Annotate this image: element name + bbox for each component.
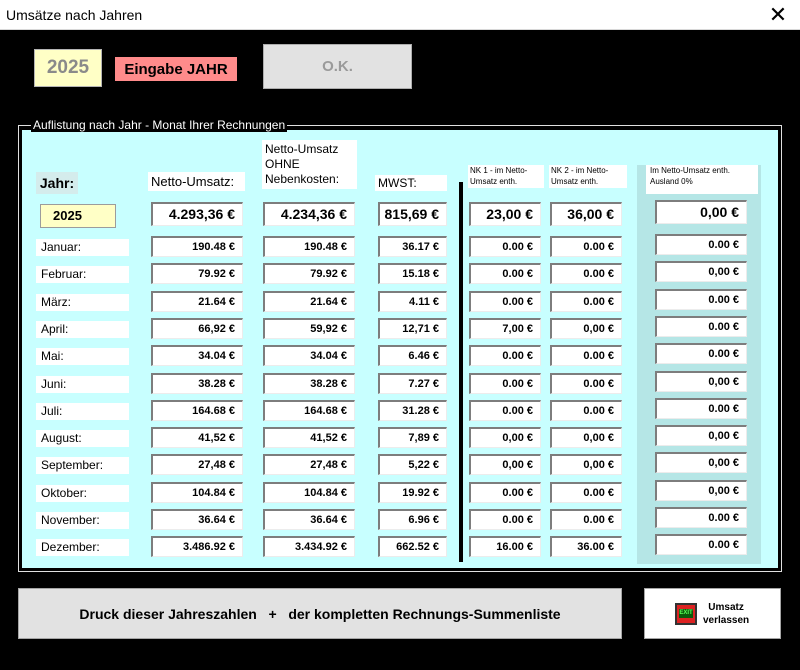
ok-button[interactable]: O.K. [263,44,412,89]
month-ausland-cell[interactable]: 0.00 € [655,534,747,555]
month-mwst-cell[interactable]: 662.52 € [378,536,447,557]
month-ausland-cell[interactable]: 0,00 € [655,371,747,392]
month-netto-cell[interactable]: 79.92 € [151,263,243,284]
month-mwst-cell[interactable]: 36.17 € [378,236,447,257]
total-nk2[interactable]: 36,00 € [550,202,622,226]
month-nk1-cell[interactable]: 0.00 € [469,400,541,421]
month-netto-ohne-nk-cell[interactable]: 104.84 € [263,482,355,503]
month-nk2-cell[interactable]: 0.00 € [550,236,622,257]
month-nk2-cell[interactable]: 0,00 € [550,318,622,339]
month-mwst-cell[interactable]: 4.11 € [378,291,447,312]
month-nk2-cell[interactable]: 36.00 € [550,536,622,557]
month-label: März: [36,294,129,311]
header-jahr: Jahr: [36,172,78,194]
title-bar [0,0,800,30]
month-ausland-cell[interactable]: 0.00 € [655,316,747,337]
column-divider [459,182,463,562]
month-netto-ohne-nk-cell[interactable]: 59,92 € [263,318,355,339]
month-mwst-cell[interactable]: 19.92 € [378,482,447,503]
total-netto-ohne-nk[interactable]: 4.234,36 € [263,202,355,226]
month-nk2-cell[interactable]: 0.00 € [550,509,622,530]
month-nk1-cell[interactable]: 7,00 € [469,318,541,339]
month-mwst-cell[interactable]: 5,22 € [378,454,447,475]
month-netto-cell[interactable]: 164.68 € [151,400,243,421]
close-icon[interactable]: ✕ [768,2,788,27]
header-nk1: NK 1 - im Netto-Umsatz enth. [468,165,544,188]
month-label: Juli: [36,403,129,420]
month-label: Januar: [36,239,129,256]
month-ausland-cell[interactable]: 0.00 € [655,234,747,255]
month-label: November: [36,512,129,529]
month-ausland-cell[interactable]: 0.00 € [655,507,747,528]
print-button[interactable]: Druck dieser Jahreszahlen + der kompletten Rechnungs-Summenliste [18,588,622,639]
month-nk2-cell[interactable]: 0.00 € [550,400,622,421]
month-nk2-cell[interactable]: 0.00 € [550,345,622,366]
header-mwst: MWST: [375,175,447,191]
month-netto-cell[interactable]: 27,48 € [151,454,243,475]
exit-icon: EXIT [675,603,697,625]
month-netto-ohne-nk-cell[interactable]: 41,52 € [263,427,355,448]
month-mwst-cell[interactable]: 31.28 € [378,400,447,421]
ausland-column-bg [637,165,761,564]
month-netto-cell[interactable]: 66,92 € [151,318,243,339]
month-netto-cell[interactable]: 41,52 € [151,427,243,448]
month-nk2-cell[interactable]: 0,00 € [550,427,622,448]
total-netto[interactable]: 4.293,36 € [151,202,243,226]
month-netto-cell[interactable]: 36.64 € [151,509,243,530]
month-nk1-cell[interactable]: 0.00 € [469,509,541,530]
month-nk1-cell[interactable]: 0.00 € [469,291,541,312]
month-netto-ohne-nk-cell[interactable]: 79.92 € [263,263,355,284]
month-netto-ohne-nk-cell[interactable]: 21.64 € [263,291,355,312]
eingabe-jahr-label: Eingabe JAHR [115,57,237,81]
month-nk1-cell[interactable]: 16.00 € [469,536,541,557]
month-netto-cell[interactable]: 104.84 € [151,482,243,503]
month-netto-ohne-nk-cell[interactable]: 3.434.92 € [263,536,355,557]
month-nk2-cell[interactable]: 0.00 € [550,291,622,312]
total-nk1[interactable]: 23,00 € [469,202,541,226]
month-netto-ohne-nk-cell[interactable]: 38.28 € [263,373,355,394]
month-nk2-cell[interactable]: 0.00 € [550,263,622,284]
month-mwst-cell[interactable]: 7,89 € [378,427,447,448]
month-ausland-cell[interactable]: 0.00 € [655,343,747,364]
month-netto-ohne-nk-cell[interactable]: 164.68 € [263,400,355,421]
month-netto-cell[interactable]: 34.04 € [151,345,243,366]
frame-label: Auflistung nach Jahr - Monat Ihrer Rechnungen [33,118,286,132]
exit-button[interactable] [644,588,781,639]
month-nk1-cell[interactable]: 0.00 € [469,236,541,257]
month-ausland-cell[interactable]: 0.00 € [655,398,747,419]
month-label: Dezember: [36,539,129,556]
month-nk2-cell[interactable]: 0,00 € [550,454,622,475]
window-title: Umsätze nach Jahren [6,7,143,23]
month-mwst-cell[interactable]: 6.96 € [378,509,447,530]
month-label: Mai: [36,348,129,365]
month-label: April: [36,321,129,338]
month-label: Juni: [36,376,129,393]
exit-button-label: Umsatz verlassen [703,601,750,626]
month-netto-cell[interactable]: 3.486.92 € [151,536,243,557]
month-nk1-cell[interactable]: 0,00 € [469,427,541,448]
month-netto-cell[interactable]: 190.48 € [151,236,243,257]
month-label: Februar: [36,266,129,283]
month-nk1-cell[interactable]: 0,00 € [469,454,541,475]
month-netto-ohne-nk-cell[interactable]: 34.04 € [263,345,355,366]
month-ausland-cell[interactable]: 0,00 € [655,480,747,501]
header-netto-ohne-nk: Netto-Umsatz OHNE Nebenkosten: [262,140,357,189]
month-mwst-cell[interactable]: 6.46 € [378,345,447,366]
month-nk1-cell[interactable]: 0.00 € [469,482,541,503]
month-mwst-cell[interactable]: 7.27 € [378,373,447,394]
month-ausland-cell[interactable]: 0,00 € [655,452,747,473]
month-netto-ohne-nk-cell[interactable]: 27,48 € [263,454,355,475]
month-netto-cell[interactable]: 38.28 € [151,373,243,394]
month-ausland-cell[interactable]: 0,00 € [655,425,747,446]
month-netto-cell[interactable]: 21.64 € [151,291,243,312]
month-label: September: [36,457,129,474]
month-nk1-cell[interactable]: 0.00 € [469,345,541,366]
month-netto-ohne-nk-cell[interactable]: 36.64 € [263,509,355,530]
month-nk2-cell[interactable]: 0.00 € [550,373,622,394]
month-netto-ohne-nk-cell[interactable]: 190.48 € [263,236,355,257]
header-nk2: NK 2 - im Netto-Umsatz enth. [549,165,627,188]
year-input[interactable]: 2025 [34,49,102,87]
total-mwst[interactable]: 815,69 € [378,202,447,226]
month-nk2-cell[interactable]: 0.00 € [550,482,622,503]
year-total-field[interactable]: 2025 [40,204,116,228]
total-ausland[interactable]: 0,00 € [655,200,747,224]
month-label: Oktober: [36,485,129,502]
header-netto-umsatz: Netto-Umsatz: [148,172,245,191]
month-mwst-cell[interactable]: 15.18 € [378,263,447,284]
month-label: August: [36,430,129,447]
month-mwst-cell[interactable]: 12,71 € [378,318,447,339]
month-nk1-cell[interactable]: 0.00 € [469,373,541,394]
header-ausland: Im Netto-Umsatz enth. Ausland 0% [646,165,758,194]
month-nk1-cell[interactable]: 0.00 € [469,263,541,284]
month-ausland-cell[interactable]: 0.00 € [655,289,747,310]
month-ausland-cell[interactable]: 0,00 € [655,261,747,282]
